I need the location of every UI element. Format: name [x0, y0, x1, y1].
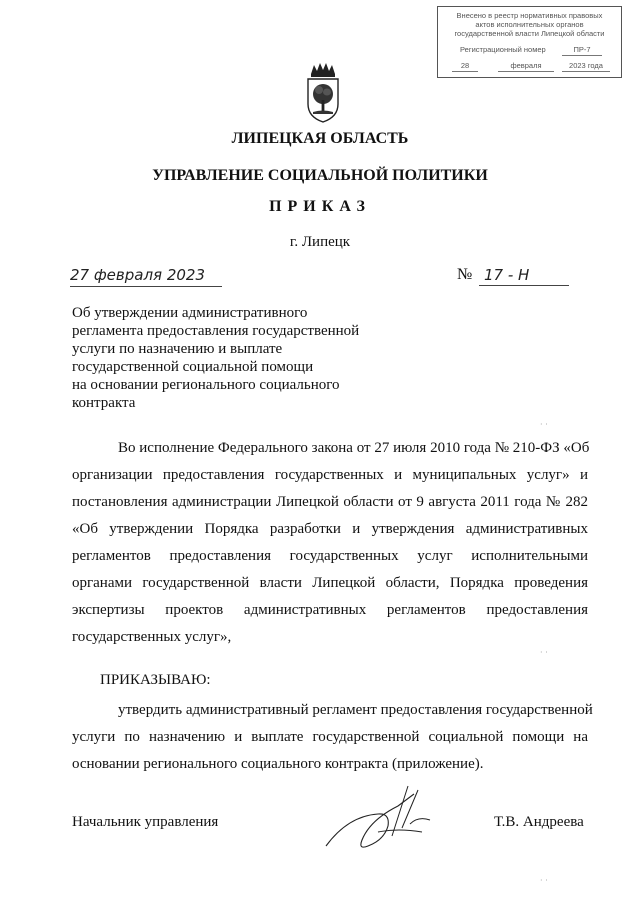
signatory-name: Т.В. Андреева: [494, 814, 584, 830]
subject-line: государственной социальной помощи: [72, 359, 314, 375]
order-line: основании регионального социального контракта (приложение).: [72, 756, 484, 772]
preamble-line: экспертизы проектов административных регламентов предоставления: [72, 602, 588, 618]
preamble-line: регламентов предоставления государственных услуг исполнительными: [72, 548, 588, 564]
department-heading: УПРАВЛЕНИЕ СОЦИАЛЬНОЙ ПОЛИТИКИ: [152, 167, 488, 184]
order-line: утвердить административный регламент предоставления государственной: [118, 702, 593, 718]
document-type-heading: ПРИКАЗ: [269, 198, 371, 215]
region-heading: ЛИПЕЦКАЯ ОБЛАСТЬ: [231, 130, 409, 147]
subject-line: контракта: [72, 395, 136, 411]
order-line: услуги по назначению и выплате государственной социальной помощи на: [72, 729, 588, 745]
stamp-year: 2023 года: [562, 61, 610, 72]
subject-line: регламента предоставления государственной: [72, 323, 360, 339]
scan-speck: · ·: [540, 420, 548, 429]
subject-line: Об утверждении административного: [72, 305, 308, 321]
preamble-line: Во исполнение Федерального закона от 27 июля 2010 года № 210-ФЗ «Об: [118, 440, 590, 456]
handwritten-date: 27 февраля 2023: [70, 266, 222, 287]
signatory-title: Начальник управления: [72, 814, 219, 830]
order-subject: [72, 304, 372, 412]
order-directive-label: ПРИКАЗЫВАЮ:: [100, 672, 211, 688]
number-underline: [479, 285, 569, 286]
preamble-paragraph: [72, 435, 588, 651]
stamp-line-2: актов исполнительных органов: [475, 20, 584, 29]
handwritten-signature: [318, 776, 438, 866]
stamp-reg-number: ПР-7: [562, 45, 602, 56]
preamble-line: «Об утверждении Порядка разработки и утверждения административных: [72, 521, 588, 537]
city-label: г. Липецк: [289, 234, 351, 250]
preamble-line: органами государственной власти Липецкой области, Порядка проведения: [72, 575, 588, 591]
stamp-line-1: Внесено в реестр нормативных правовых: [456, 11, 603, 20]
preamble-line: постановления администрации Липецкой области от 9 августа 2011 года № 282: [72, 494, 588, 510]
subject-line: услуги по назначению и выплате: [72, 341, 283, 357]
stamp-registration-row: [438, 45, 621, 55]
coat-of-arms-icon: [303, 62, 343, 124]
stamp-reg-label: Регистрационный номер: [460, 45, 546, 54]
stamp-line-3: государственной власти Липецкой области: [454, 29, 605, 38]
order-paragraph: [72, 697, 593, 778]
preamble-line: организации предоставления государственных и муниципальных услуг» и: [72, 467, 588, 483]
number-sign: №: [457, 266, 473, 283]
stamp-month: февраля: [498, 61, 554, 72]
handwritten-number: 17 - Н: [484, 266, 530, 284]
registration-stamp: [437, 6, 622, 78]
scan-speck: · ·: [540, 648, 548, 657]
scan-speck: · ·: [540, 876, 548, 885]
preamble-line: государственных услуг»,: [72, 629, 232, 645]
stamp-day: 28: [452, 61, 478, 72]
subject-line: на основании регионального социального: [72, 377, 340, 393]
